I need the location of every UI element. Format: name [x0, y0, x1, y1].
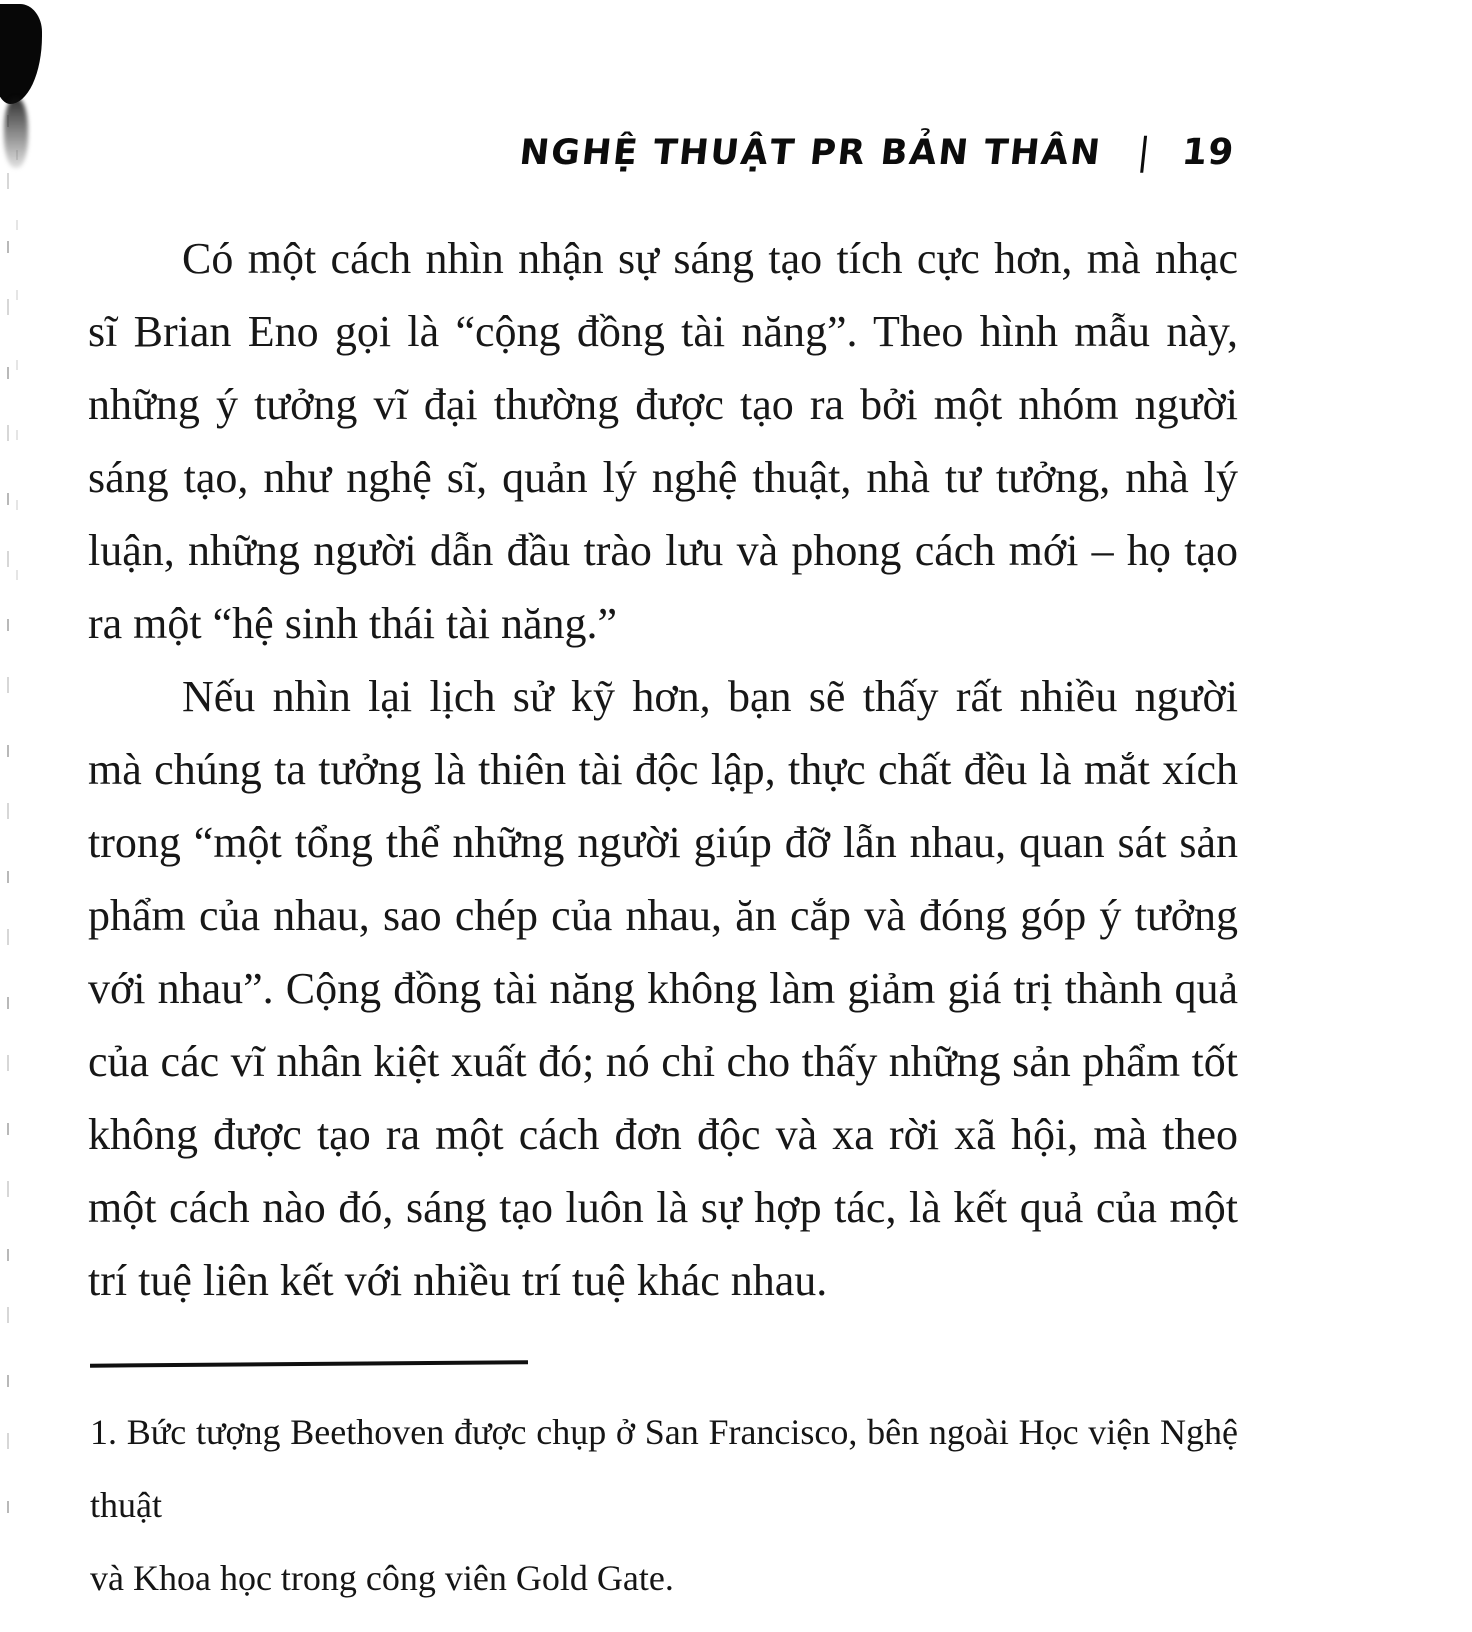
footnote-line: 1. Bức tượng Beethoven được chụp ở San Francisco, bên ngoài Học viện Nghệ thuật	[90, 1412, 1238, 1525]
footnote-line: và Khoa học trong công viên Gold Gate.	[90, 1558, 674, 1598]
text-line: trong “một tổng thể những người giúp đỡ lẫn nhau, quan sát sản	[88, 818, 1238, 867]
header-title: NGHỆ THUẬT PR BẢN THÂN	[517, 133, 1104, 173]
text-line: Có một cách nhìn nhận sự sáng tạo tích cực hơn, mà nhạc	[182, 234, 1238, 283]
text-line: những ý tưởng vĩ đại thường được tạo ra bởi một nhóm người	[88, 380, 1238, 429]
text-line: một cách nào đó, sáng tạo luôn là sự hợp tác, là kết quả của một	[88, 1183, 1238, 1232]
text-line: mà chúng ta tưởng là thiên tài độc lập, thực chất đều là mắt xích	[88, 745, 1238, 794]
paragraph	[88, 660, 1238, 1317]
running-header	[517, 130, 1236, 173]
scan-artifact-edge-marks	[7, 115, 9, 1545]
text-line: sĩ Brian Eno gọi là “cộng đồng tài năng”. Theo hình mẫu này,	[88, 307, 1238, 356]
scan-artifact-corner-blob	[0, 4, 42, 104]
text-line: luận, những người dẫn đầu trào lưu và phong cách mới – họ tạo	[88, 526, 1238, 575]
text-line: của các vĩ nhân kiệt xuất đó; nó chỉ cho thấy những sản phẩm tốt	[88, 1037, 1238, 1086]
text-line: Nếu nhìn lại lịch sử kỹ hơn, bạn sẽ thấy rất nhiều người	[182, 672, 1238, 721]
text-line: phẩm của nhau, sao chép của nhau, ăn cắp và đóng góp ý tưởng	[88, 891, 1238, 940]
footnote	[90, 1396, 1238, 1615]
text-line: ra một “hệ sinh thái tài năng.”	[88, 599, 618, 648]
page-number: 19	[1179, 132, 1237, 173]
header-separator: |	[1135, 130, 1155, 173]
body-text	[88, 222, 1238, 1317]
text-line: sáng tạo, như nghệ sĩ, quản lý nghệ thuật, nhà tư tưởng, nhà lý	[88, 453, 1238, 502]
scan-artifact-edge-marks-secondary	[16, 150, 18, 580]
paragraph	[88, 222, 1238, 660]
text-line: với nhau”. Cộng đồng tài năng không làm giảm giá trị thành quả	[88, 964, 1238, 1013]
footnote-rule	[90, 1360, 528, 1367]
text-line: trí tuệ liên kết với nhiều trí tuệ khác nhau.	[88, 1256, 828, 1305]
text-line: không được tạo ra một cách đơn độc và xa rời xã hội, mà theo	[88, 1110, 1238, 1159]
